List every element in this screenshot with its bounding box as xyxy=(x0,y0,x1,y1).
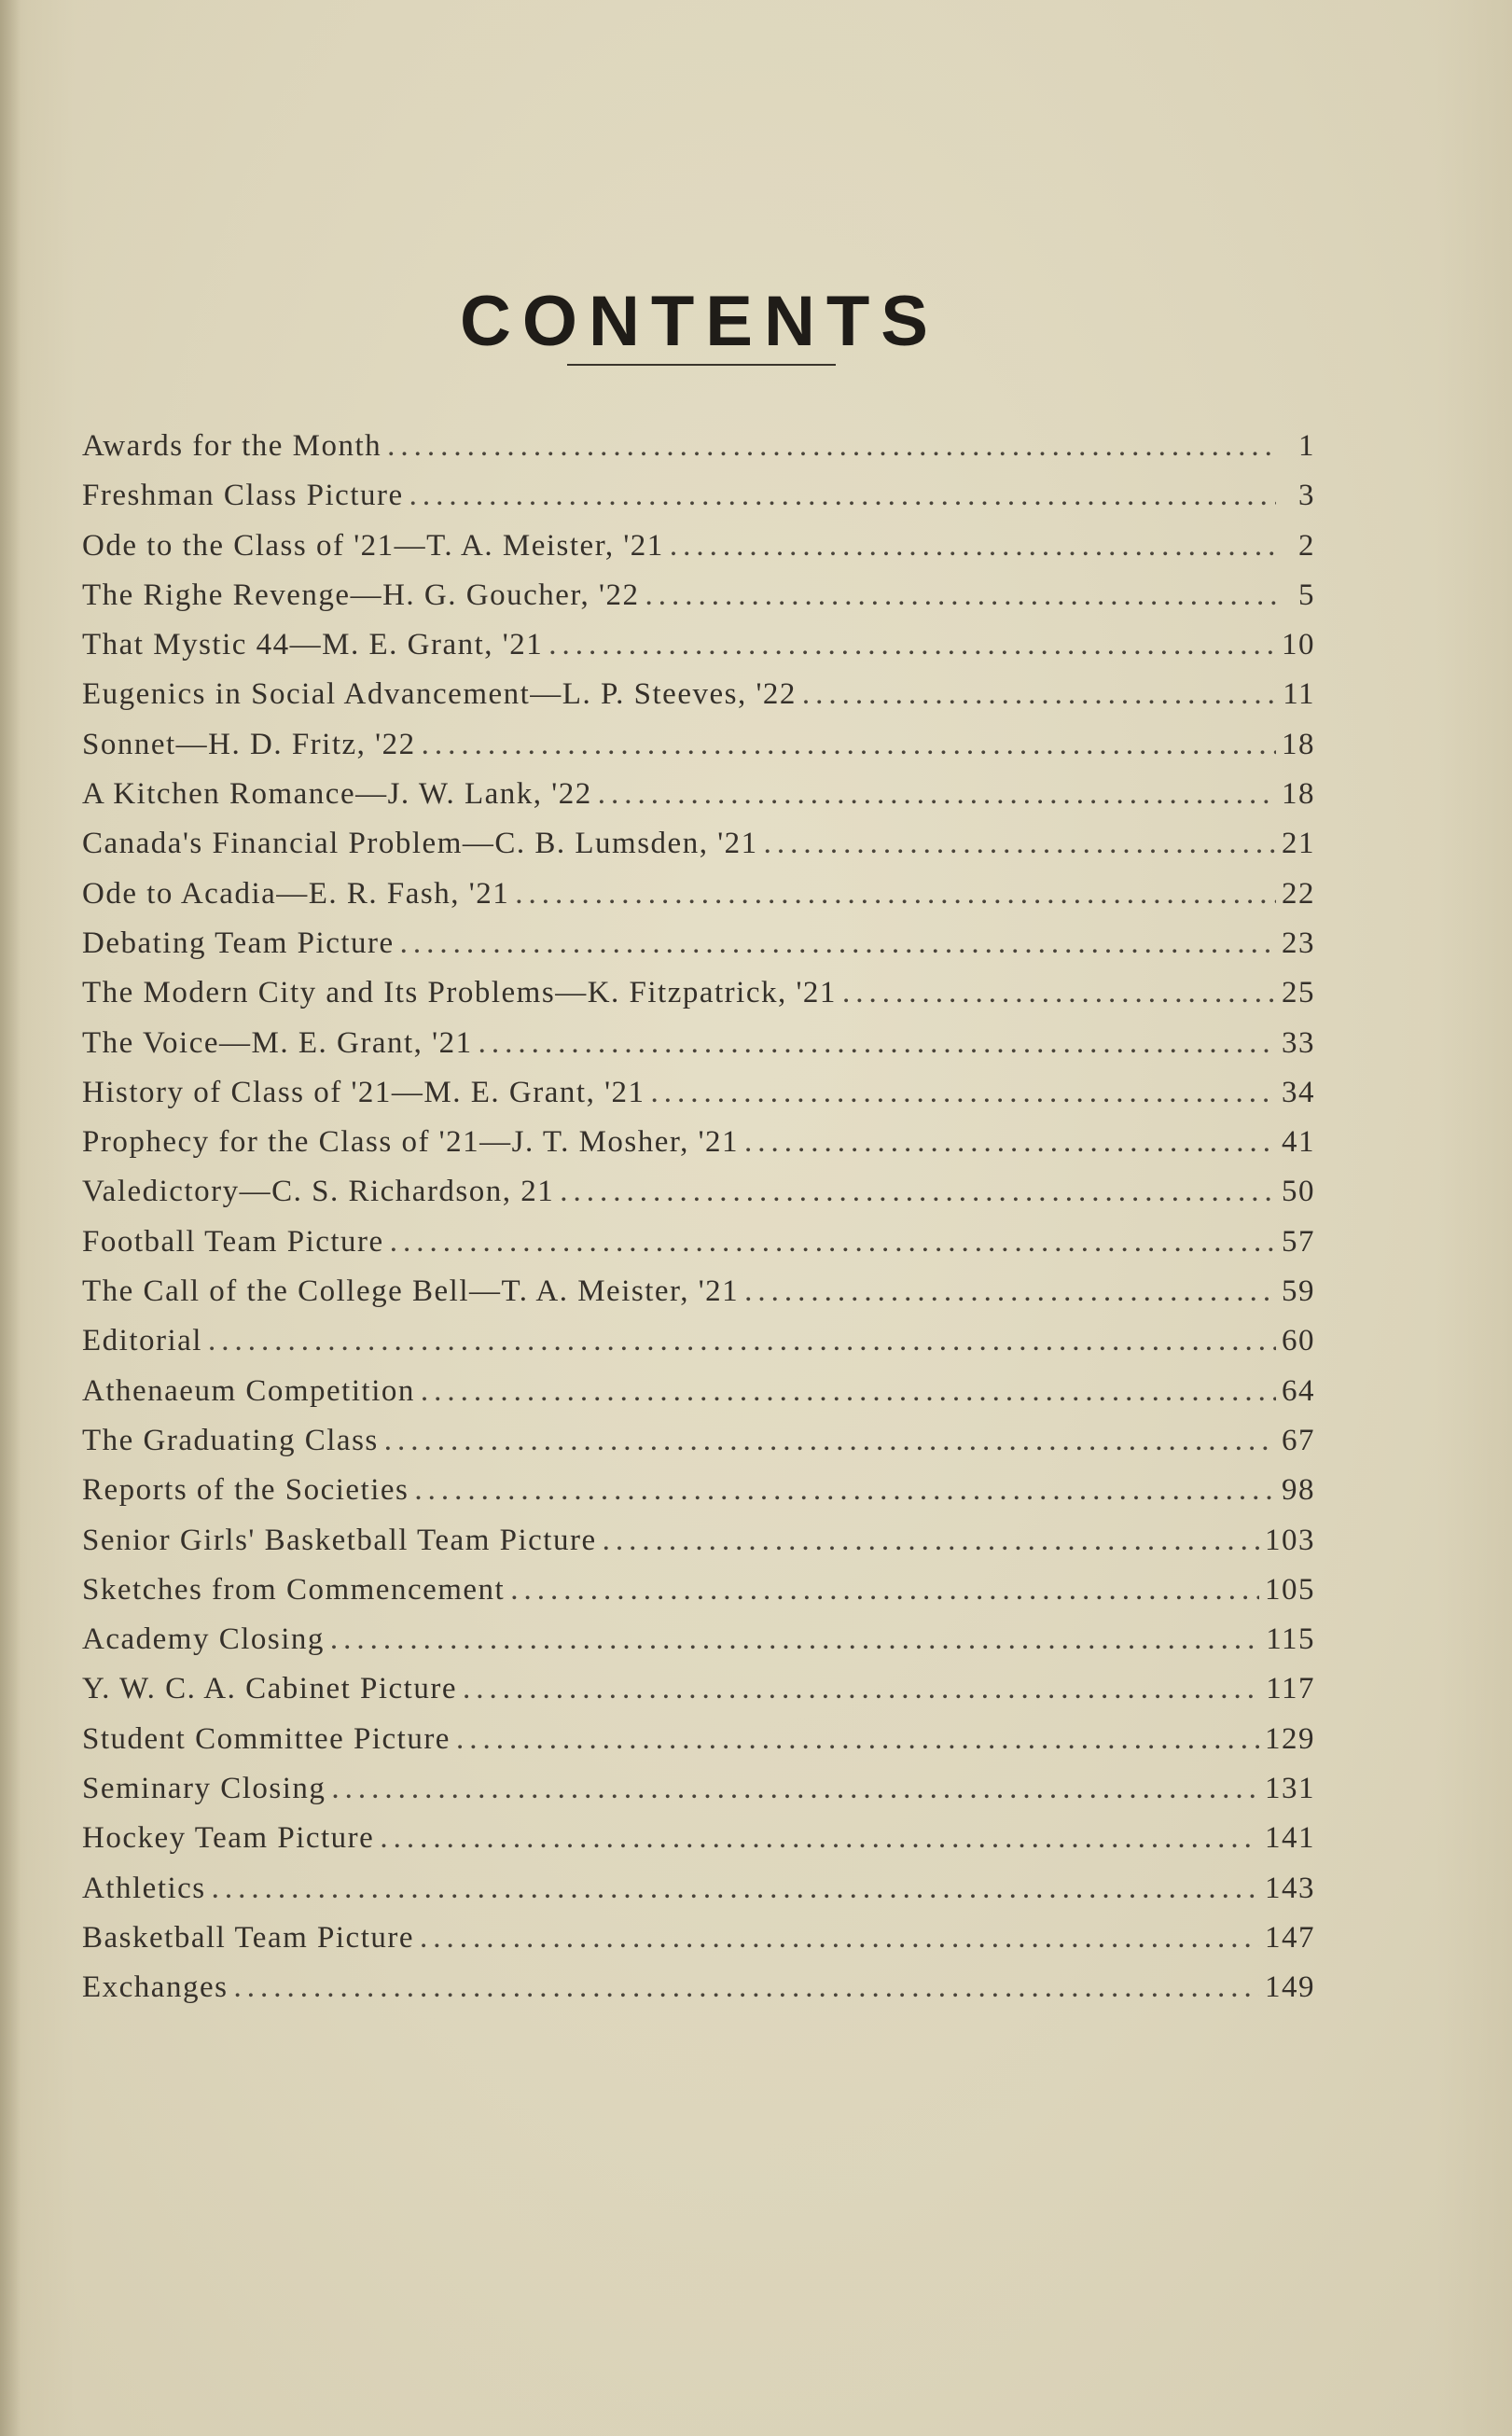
toc-entry-title: Academy Closing xyxy=(82,1622,325,1657)
toc-entry xyxy=(82,1076,1315,1125)
toc-entry-page-number: 18 xyxy=(1282,777,1315,812)
toc-entry-title: Athletics xyxy=(82,1871,206,1905)
toc-entry-title: Reports of the Societies xyxy=(82,1473,409,1508)
toc-entry-page-number: 22 xyxy=(1282,876,1315,911)
toc-dot-leader xyxy=(331,1772,1259,1806)
toc-entry-page-number: 57 xyxy=(1282,1224,1315,1259)
toc-entry-page-number: 115 xyxy=(1266,1622,1315,1657)
toc-entry-page-number: 117 xyxy=(1266,1672,1315,1706)
title-divider xyxy=(567,364,836,366)
toc-entry-title: Sketches from Commencement xyxy=(82,1572,506,1607)
toc-dot-leader xyxy=(598,777,1276,812)
toc-entry-title: History of Class of '21—M. E. Grant, '21 xyxy=(82,1075,645,1109)
toc-dot-leader xyxy=(764,827,1276,861)
toc-entry-title: Awards for the Month xyxy=(82,429,382,463)
toc-dot-leader xyxy=(463,1672,1260,1706)
toc-dot-leader xyxy=(479,1026,1276,1061)
toc-dot-leader xyxy=(233,1970,1259,2005)
toc-dot-leader xyxy=(390,1225,1276,1260)
toc-dot-leader xyxy=(548,628,1276,662)
toc-entry xyxy=(82,1473,1315,1523)
toc-dot-leader xyxy=(414,1473,1276,1508)
toc-dot-leader xyxy=(560,1175,1276,1209)
toc-entry xyxy=(82,877,1315,926)
toc-entry-title: Eugenics in Social Advancement—L. P. Steeves, '22 xyxy=(82,677,797,712)
toc-entry xyxy=(82,1970,1315,2020)
toc-entry xyxy=(82,1772,1315,1821)
toc-entry xyxy=(82,976,1315,1025)
toc-entry-page-number: 131 xyxy=(1265,1772,1315,1806)
toc-entry-title: Prophecy for the Class of '21—J. T. Mosher, '21 xyxy=(82,1125,740,1160)
toc-entry-title: Hockey Team Picture xyxy=(82,1821,375,1856)
toc-entry xyxy=(82,677,1315,727)
toc-dot-leader xyxy=(212,1872,1259,1906)
toc-entry xyxy=(82,1274,1315,1324)
toc-entry xyxy=(82,777,1315,827)
toc-entry-title: Y. W. C. A. Cabinet Picture xyxy=(82,1672,457,1706)
toc-entry-page-number: 10 xyxy=(1282,628,1315,662)
toc-entry-page-number: 5 xyxy=(1298,578,1315,612)
toc-entry-title: Ode to Acadia—E. R. Fash, '21 xyxy=(82,876,510,911)
toc-entry-page-number: 143 xyxy=(1265,1871,1315,1905)
toc-dot-leader xyxy=(651,1076,1276,1110)
toc-dot-leader xyxy=(510,1573,1259,1608)
toc-entry-title: Seminary Closing xyxy=(82,1772,326,1806)
toc-entry-title: The Voice—M. E. Grant, '21 xyxy=(82,1025,473,1060)
page-title: CONTENTS xyxy=(460,281,939,361)
toc-entry xyxy=(82,1921,1315,1970)
toc-entry-page-number: 34 xyxy=(1282,1075,1315,1109)
toc-entry xyxy=(82,429,1315,479)
toc-entry-page-number: 147 xyxy=(1265,1920,1315,1955)
toc-entry xyxy=(82,1125,1315,1175)
toc-entry xyxy=(82,1722,1315,1772)
toc-entry-page-number: 149 xyxy=(1265,1970,1315,2005)
toc-dot-leader xyxy=(384,1424,1276,1458)
toc-dot-leader xyxy=(400,926,1276,961)
toc-entry-page-number: 50 xyxy=(1282,1175,1315,1209)
toc-entry-page-number: 1 xyxy=(1298,429,1315,463)
toc-entry-title: The Call of the College Bell—T. A. Meister, '21 xyxy=(82,1274,740,1309)
toc-entry xyxy=(82,1573,1315,1622)
toc-entry-page-number: 21 xyxy=(1282,827,1315,861)
toc-entry xyxy=(82,578,1315,628)
toc-entry-page-number: 67 xyxy=(1282,1423,1315,1457)
toc-entry xyxy=(82,1324,1315,1373)
toc-entry-page-number: 129 xyxy=(1265,1721,1315,1756)
toc-entry xyxy=(82,1672,1315,1721)
toc-entry-title: Sonnet—H. D. Fritz, '22 xyxy=(82,727,416,761)
toc-entry xyxy=(82,1821,1315,1871)
toc-dot-leader xyxy=(208,1324,1276,1358)
toc-dot-leader xyxy=(422,728,1276,762)
toc-entry-title: Student Committee Picture xyxy=(82,1721,451,1756)
toc-entry-title: Basketball Team Picture xyxy=(82,1920,414,1955)
toc-entry xyxy=(82,1175,1315,1224)
toc-entry-page-number: 3 xyxy=(1298,479,1315,513)
toc-entry-page-number: 18 xyxy=(1282,727,1315,761)
toc-entry-page-number: 98 xyxy=(1282,1473,1315,1508)
toc-entry-title: The Righe Revenge—H. G. Goucher, '22 xyxy=(82,578,640,612)
toc-entry-page-number: 64 xyxy=(1282,1373,1315,1408)
toc-entry xyxy=(82,1872,1315,1921)
toc-entry-title: Canada's Financial Problem—C. B. Lumsden, '21 xyxy=(82,827,758,861)
toc-entry-page-number: 103 xyxy=(1265,1523,1315,1557)
toc-entry-title: Exchanges xyxy=(82,1970,229,2005)
toc-entry xyxy=(82,1225,1315,1274)
toc-dot-leader xyxy=(330,1622,1260,1657)
toc-entry-title: That Mystic 44—M. E. Grant, '21 xyxy=(82,628,544,662)
toc-dot-leader xyxy=(380,1821,1259,1856)
toc-entry-page-number: 59 xyxy=(1282,1274,1315,1309)
toc-entry-title: Editorial xyxy=(82,1324,202,1358)
toc-entry-title: Senior Girls' Basketball Team Picture xyxy=(82,1523,597,1557)
toc-entry xyxy=(82,1622,1315,1672)
toc-entry-page-number: 25 xyxy=(1282,976,1315,1010)
toc-dot-leader xyxy=(802,677,1276,712)
toc-entry-title: Ode to the Class of '21—T. A. Meister, '21 xyxy=(82,528,664,563)
toc-entry xyxy=(82,926,1315,976)
toc-dot-leader xyxy=(420,1921,1259,1956)
toc-entry-title: Valedictory—C. S. Richardson, 21 xyxy=(82,1175,555,1209)
toc-entry-title: Debating Team Picture xyxy=(82,926,395,960)
toc-dot-leader xyxy=(515,877,1276,912)
toc-dot-leader xyxy=(744,1125,1276,1160)
toc-entry-title: A Kitchen Romance—J. W. Lank, '22 xyxy=(82,777,592,812)
toc-dot-leader xyxy=(421,1374,1276,1409)
toc-entry xyxy=(82,728,1315,777)
toc-dot-leader xyxy=(456,1722,1259,1757)
toc-entry-title: Athenaeum Competition xyxy=(82,1373,415,1408)
toc-entry-page-number: 41 xyxy=(1282,1125,1315,1160)
toc-entry-page-number: 11 xyxy=(1283,677,1315,712)
binding-shadow xyxy=(0,0,21,2436)
toc-entry-page-number: 141 xyxy=(1265,1821,1315,1856)
toc-dot-leader xyxy=(744,1274,1276,1309)
toc-dot-leader xyxy=(842,976,1276,1010)
toc-entry-title: The Modern City and Its Problems—K. Fitzpatrick, '21 xyxy=(82,976,837,1010)
toc-entry-title: The Graduating Class xyxy=(82,1423,379,1457)
toc-entry xyxy=(82,1424,1315,1473)
toc-entry xyxy=(82,1026,1315,1076)
toc-dot-leader xyxy=(645,578,1277,613)
toc-entry xyxy=(82,1374,1315,1424)
toc-entry-page-number: 60 xyxy=(1282,1324,1315,1358)
toc-entry xyxy=(82,479,1315,528)
toc-entry xyxy=(82,827,1315,876)
toc-entry-page-number: 23 xyxy=(1282,926,1315,960)
toc-entry-page-number: 105 xyxy=(1265,1572,1315,1607)
table-of-contents xyxy=(82,429,1315,2021)
toc-entry xyxy=(82,1524,1315,1573)
toc-dot-leader xyxy=(387,429,1276,464)
toc-entry-title: Freshman Class Picture xyxy=(82,479,404,513)
toc-entry-title: Football Team Picture xyxy=(82,1224,384,1259)
toc-dot-leader xyxy=(670,529,1276,564)
toc-entry xyxy=(82,628,1315,677)
toc-entry-page-number: 33 xyxy=(1282,1025,1315,1060)
toc-entry xyxy=(82,529,1315,578)
toc-dot-leader xyxy=(409,479,1276,513)
toc-entry-page-number: 2 xyxy=(1298,528,1315,563)
toc-dot-leader xyxy=(603,1524,1259,1558)
